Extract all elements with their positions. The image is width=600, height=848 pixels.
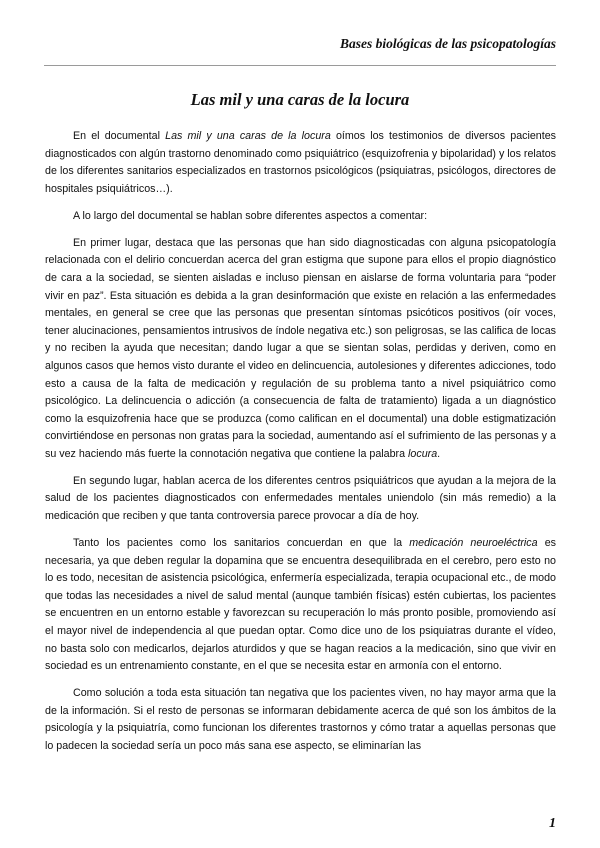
paragraph-6: Como solución a toda esta situación tan negativa que los pacientes viven, no hay mayor arma que la de la información. Si el resto de personas se informaran debidamente acerca de qué son los ámbitos de la psicología y la psiquiatría, como funcionan los diferentes trastornos y cómo tratar a aquellas personas que lo padecen la sociedad sería un poco más sana ese aspecto, se eliminarían las: [45, 687, 556, 752]
paragraph-3-text-a: En primer lugar, destaca que las personas que han sido diagnosticadas con alguna psicopatología relacionada con el delirio concuerdan acerca del gran estigma que supone para ellos el propio diagnóstico de cara a la sociedad, se sienten aisladas e incluso piensan en aislarse de forma voluntaria para “poder vivir en paz”. Esta situación es debida a la gran desinformación que existe en relación a las enfermedades mentales, en general se cree que las personas que presentan síntomas psicóticos positivos (oír voces, tener alucinaciones, pensamientos intrusivos de índole negativa etc.) son peligrosas, se las califica de locas y no reciben la ayuda que necesitan; dando lugar a que se sientan solas, perdidas y deriven, como en algunos casos que hemos visto durante el video en delincuencia, autolesiones y diferentes adicciones, todo esto a causa de la falta de medicación y regulación de su problema tanto a nivel psiquiátrico como psicológico. La delincuencia o adicción (a consecuencia de falta de tratamiento) ligada a un diagnóstico como la esquizofrenia hace que se produzca (como califican en el documental) una doble estigmatización convirtiéndose en personas non gratas para la sociedad, aumentando así el sufrimiento de las personas y a su vez haciendo más fuerte la connotación negativa que contiene la palabra: [45, 236, 556, 460]
paragraph-5-text-a: Tanto los pacientes como los sanitarios concuerdan en que la: [73, 537, 410, 550]
paragraph-1-text-a: En el documental: [73, 130, 166, 142]
paragraph-5-text-c: es necesaria, ya que deben regular la dopamina que se encuentra desequilibrada en el cerebro, pero esto no lo es todo, necesitan de asistencia psicológica, enfermería especializada, terapia ocupacional etc., de modo que todas las necesidades a nivel de salud mental (aunque también físicas) estén cubiertas, los pacientes se encuentren en un entorno estable y favorezcan su recuperación lo más pronto posible, promoviendo así el mayor nivel de independencia al que puedan optar. Como dice uno de los psiquiatras durante el vídeo, no basta solo con medicarlos, dejarlos aturdidos y que se hagan reacios a la medicación, sino que vivir en sociedad es un entrenamiento constante, en el que se necesita estar en armonía con el entorno.: [45, 537, 556, 673]
header-divider: [44, 65, 556, 66]
paragraph-2: A lo largo del documental se hablan sobre diferentes aspectos a comentar:: [73, 209, 428, 222]
page-number: 1: [549, 816, 556, 831]
paragraph-1-text-c: oímos los testimonios de diversos pacientes diagnosticados con algún trastorno denominado como psiquiátrico (esquizofrenia y bipolaridad) y los relatos de los diferentes sanitarios especializados en trastornos psicológicos (psiquiatras, psicólogos, directores de hospitales psiquiátricos…).: [45, 130, 556, 195]
medicacion-italic: medicación neuroeléctrica: [409, 537, 538, 550]
documentary-title-italic: Las mil y una caras de la locura: [165, 130, 331, 142]
document-body: [45, 128, 556, 765]
running-header: Bases biológicas de las psicopatologías: [340, 36, 556, 51]
paragraph-3: [45, 235, 556, 464]
paragraph-3-text-c: .: [437, 447, 441, 460]
document-title: Las mil y una caras de la locura: [190, 90, 410, 109]
locura-italic: locura: [408, 447, 438, 460]
paragraph-1: [45, 128, 556, 198]
paragraph-4: En segundo lugar, hablan acerca de los diferentes centros psiquiátricos que ayudan a la mejora de la salud de los pacientes diagnosticados con enfermedades mentales uniendolo (sin más remedio) a la medicación que reciben y que tanta controversia parece provocar a día de hoy.: [45, 474, 556, 523]
paragraph-5: [45, 535, 556, 676]
